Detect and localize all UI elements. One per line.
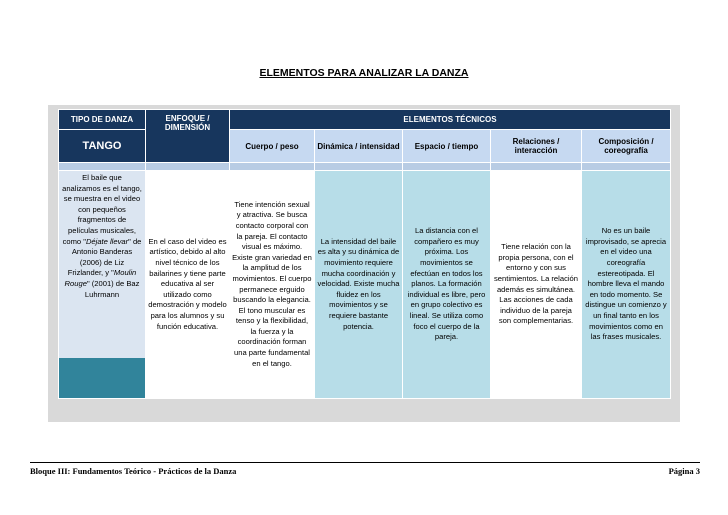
cell-dinamica-intensidad: La intensidad del baile es alta y su dinámica de movimiento requiere mucha coordinación y velocidad. Existe mucha fluidez en los movimientos y se requiere bastante potencia. <box>315 171 403 399</box>
header-enfoque: ENFOQUE / DIMENSIÓN <box>146 110 230 163</box>
dance-analysis-table <box>58 109 671 399</box>
cell-tipo-description <box>59 171 146 399</box>
footer-section-title: Bloque III: Fundamentos Teórico - Prácticos de la Danza <box>30 466 237 476</box>
document-title: ELEMENTOS PARA ANALIZAR LA DANZA <box>259 67 469 79</box>
tipo-text-part-2: " de Antonio Banderas (2006) de Liz Frizlander, y " <box>67 236 142 278</box>
spacer-cell <box>582 163 671 171</box>
spacer-cell <box>230 163 315 171</box>
cell-composicion-coreografia: No es un baile improvisado, se aprecia en el video una coreografía estereotipada. El hombre lleva el mando en todo momento. Se distingue un comienzo y un final tanto en los movimientos como en las frases musicales. <box>582 171 671 399</box>
column-dinamica-intensidad: Dinámica / intensidad <box>315 130 403 163</box>
cell-relaciones-interaccion: Tiene relación con la propia persona, con el entorno y con sus sentimientos. La relación además es simultánea. Las acciones de cada individuo de la pareja son complementarias. <box>491 171 582 399</box>
tipo-description-text <box>59 171 145 358</box>
cell-espacio-tiempo: La distancia con el compañero es muy próxima. Los movimientos se efectúan en todos los planos. La formación individual es libre, pero en grupo colectivo es lineal. Se utiliza como foco el cuerpo de la pareja. <box>403 171 491 399</box>
spacer-cell <box>146 163 230 171</box>
cell-cuerpo-peso: Tiene intención sexual y atractiva. Se busca contacto corporal con la pareja. El contacto visual es máximo. Existe gran variedad en la amplitud de los movimientos. El cuerpo permanece erguido buscando la elegancia. El tono muscular es tenso y la flexibilidad, la fuerza y la coordinación forman una parte fundamental en el tango. <box>230 171 315 399</box>
film-title-dejate-llevar: Déjate llevar <box>85 236 129 246</box>
header-tipo-de-danza: TIPO DE DANZA <box>59 110 146 130</box>
column-cuerpo-peso: Cuerpo / peso <box>230 130 315 163</box>
cell-enfoque: En el caso del video es artístico, debido al alto nivel técnico de los bailarines y tiene parte educativa al ser utilizado como demostración y modelo para los alumnos y su función educativa. <box>146 171 230 399</box>
column-composicion-coreografia: Composición / coreografía <box>582 130 671 163</box>
column-espacio-tiempo: Espacio / tiempo <box>403 130 491 163</box>
tipo-text-part-3: " (2001) de Baz Luhrmann <box>84 278 140 299</box>
spacer-cell <box>59 163 146 171</box>
dance-type-tango: TANGO <box>59 130 146 163</box>
tipo-text-part-1: El baile que analizamos es el tango, se muestra en el video con pequeños fragmentos de películas musicales, como " <box>62 173 142 246</box>
footer-page-number: Página 3 <box>668 466 700 476</box>
header-elementos-tecnicos: ELEMENTOS TÉCNICOS <box>230 110 671 130</box>
spacer-cell <box>491 163 582 171</box>
film-title-moulin-rouge: Moulin Rouge <box>64 268 137 288</box>
spacer-cell <box>315 163 403 171</box>
spacer-cell <box>403 163 491 171</box>
footer-divider <box>30 462 700 463</box>
column-relaciones-interaccion: Relaciones / interacción <box>491 130 582 163</box>
